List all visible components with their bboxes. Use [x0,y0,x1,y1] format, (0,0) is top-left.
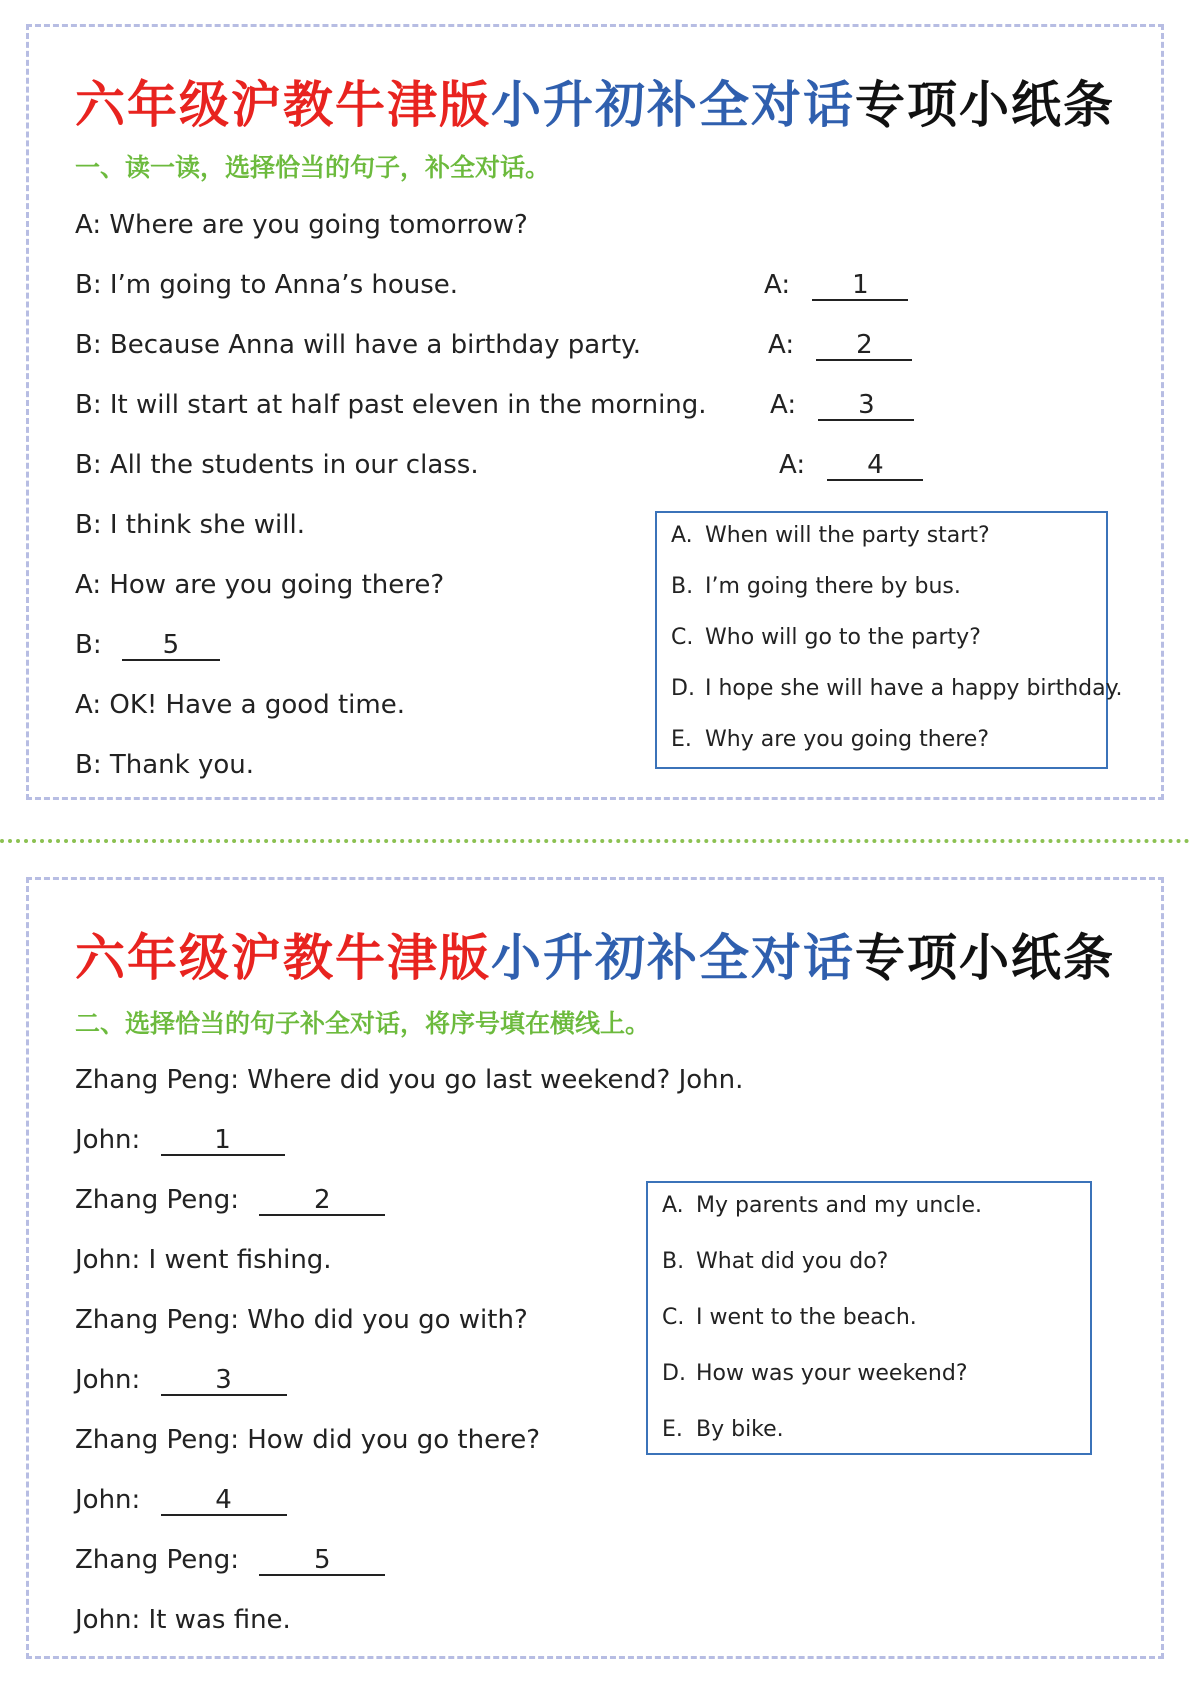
section-heading: 一、读一读，选择恰当的句子，补全对话。 [75,153,551,182]
dialogue-line [75,1365,287,1396]
speaker-label: John: [75,1125,141,1155]
title-part-red: 六年级沪教牛津版 [75,75,491,134]
dialogue-line: B: It will start at half past eleven in the morning. [75,390,707,420]
answer-blank[interactable]: 4 [827,451,923,481]
option-b: B. I’m going there by bus. [671,574,961,599]
section-heading: 二、选择恰当的句子补全对话，将序号填在横线上。 [75,1009,651,1038]
answer-blank[interactable]: 2 [259,1186,385,1216]
worksheet-title [75,65,1115,137]
speaker-label: A: [764,270,791,300]
speaker-label: Zhang Peng: [75,1185,239,1215]
options-box [655,511,1123,769]
title-part-black: 专项小纸条 [855,928,1115,987]
dialogue-line: John: I went fishing. [75,1245,332,1275]
speaker-label: A: [779,450,806,480]
worksheet-title [75,918,1115,990]
option-c: C. I went to the beach. [662,1305,917,1330]
answer-blank[interactable]: 3 [818,391,914,421]
dialogue-line [75,1545,385,1576]
option-a: A. My parents and my uncle. [662,1193,983,1218]
response-line [764,270,908,301]
dialogue-line: Zhang Peng: Where did you go last weekend? John. [75,1065,744,1095]
dialogue-line: John: It was fine. [75,1605,291,1635]
dialogue-line [75,1485,287,1516]
dialogue-line: Zhang Peng: How did you go there? [75,1425,541,1455]
speaker-label: Zhang Peng: [75,1545,239,1575]
option-d: D. I hope she will have a happy birthday. [671,676,1123,701]
options-box [646,1181,1092,1455]
option-e: E. Why are you going there? [671,727,990,752]
option-d: D. How was your weekend? [662,1361,968,1386]
speaker-label: John: [75,1485,141,1515]
speaker-label: A: [770,390,797,420]
title-part-black: 专项小纸条 [855,75,1115,134]
response-line [768,330,912,361]
dialogue-line: B: Thank you. [75,750,254,780]
answer-blank[interactable]: 4 [161,1486,287,1516]
card-divider [0,839,1190,843]
worksheet-card-2 [26,877,1164,1659]
title-part-red: 六年级沪教牛津版 [75,928,491,987]
title-part-blue: 小升初补全对话 [491,75,855,134]
response-line [770,390,914,421]
speaker-label: John: [75,1365,141,1395]
option-c: C. Who will go to the party? [671,625,981,650]
option-a: A. When will the party start? [671,523,990,548]
dialogue-line: Zhang Peng: Who did you go with? [75,1305,528,1335]
dialogue-line [75,1185,385,1216]
speaker-label: A: [768,330,795,360]
answer-blank[interactable]: 3 [161,1366,287,1396]
response-line [779,450,923,481]
title-part-blue: 小升初补全对话 [491,928,855,987]
answer-blank[interactable]: 2 [816,331,912,361]
option-b: B. What did you do? [662,1249,889,1274]
dialogue-line [75,1125,285,1156]
answer-blank[interactable]: 5 [122,631,220,661]
dialogue-line: A: Where are you going tomorrow? [75,210,528,240]
option-e: E. By bike. [662,1417,784,1442]
answer-blank[interactable]: 1 [812,271,908,301]
worksheet-card-1 [26,24,1164,800]
dialogue-line: B: Because Anna will have a birthday party. [75,330,642,360]
dialogue-line: A: OK! Have a good time. [75,690,405,720]
dialogue-line: B: I think she will. [75,510,305,540]
speaker-label: B: [75,630,102,660]
dialogue-line [75,630,220,661]
dialogue-line: A: How are you going there? [75,570,445,600]
dialogue-line: B: All the students in our class. [75,450,479,480]
answer-blank[interactable]: 5 [259,1546,385,1576]
dialogue-line: B: I’m going to Anna’s house. [75,270,459,300]
answer-blank[interactable]: 1 [161,1126,285,1156]
